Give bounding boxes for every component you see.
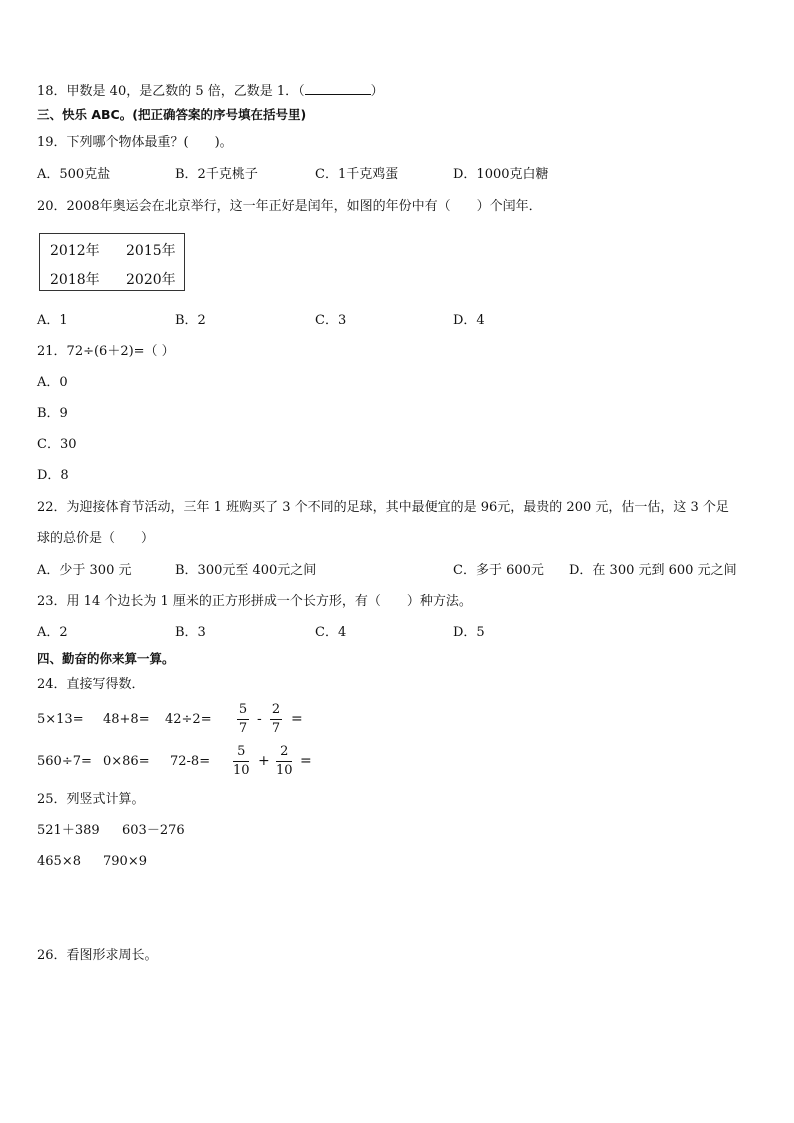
q19-option-a[interactable]: A．500克盐 [37, 167, 111, 182]
year-box [39, 233, 185, 291]
q23-option-c[interactable]: C．4 [315, 625, 347, 640]
answer-blank[interactable] [305, 82, 371, 95]
question-19-text: 19．下列哪个物体最重？( )。 [37, 135, 233, 150]
equals-sign: = [300, 753, 312, 769]
denominator: 10 [233, 763, 250, 778]
q23-option-b[interactable]: B．3 [175, 625, 206, 640]
section-4-title: 四、勤奋的你来算一算。 [37, 651, 175, 666]
q21-option-c[interactable]: C．30 [37, 437, 77, 452]
fraction-bar [270, 719, 282, 720]
denominator: 7 [271, 721, 281, 736]
q21-option-b[interactable]: B．9 [37, 406, 68, 421]
calc-790x9: 790×9 [103, 854, 147, 869]
q22-option-d[interactable]: D．在 300 元到 600 元之间 [569, 563, 737, 578]
fraction-bar [237, 719, 249, 720]
question-25-text: 25．列竖式计算。 [37, 792, 145, 807]
question-26-text: 26．看图形求周长。 [37, 948, 158, 963]
question-18-text: 18．甲数是 40，是乙数的 5 倍，乙数是 1．（ [37, 84, 305, 99]
equals-sign: = [291, 711, 303, 727]
calc-48plus8: 48+8= [103, 712, 150, 727]
denominator: 10 [276, 763, 293, 778]
numerator: 5 [238, 702, 248, 717]
calc-5x13: 5×13= [37, 712, 84, 727]
year-2020: 2020年 [126, 272, 176, 288]
denominator: 7 [238, 721, 248, 736]
calc-560div7: 560÷7= [37, 754, 92, 769]
question-22-line-2: 球的总价是（ ） [37, 531, 155, 546]
calc-465x8: 465×8 [37, 854, 81, 869]
numerator: 5 [237, 744, 246, 759]
fraction-2-7 [270, 702, 282, 737]
year-2018: 2018年 [50, 272, 100, 288]
fraction-bar [276, 761, 292, 762]
q22-option-c[interactable]: C．多于 600元 [453, 563, 544, 578]
question-23-text: 23．用 14 个边长为 1 厘米的正方形拼成一个长方形，有（ ）种方法。 [37, 594, 472, 609]
question-21-text: 21．72÷(6＋2)=（ ） [37, 344, 175, 359]
q20-option-d[interactable]: D．4 [453, 313, 485, 328]
fraction-5-10 [233, 744, 250, 779]
q23-option-a[interactable]: A．2 [37, 625, 68, 640]
q19-option-b[interactable]: B．2千克桃子 [175, 167, 258, 182]
year-2015: 2015年 [126, 243, 176, 259]
question-24-text: 24．直接写得数． [37, 677, 145, 692]
q19-option-c[interactable]: C．1千克鸡蛋 [315, 167, 399, 182]
fraction-2-10 [276, 744, 293, 779]
fraction-5-7 [237, 702, 249, 737]
numerator: 2 [280, 744, 289, 759]
plus-sign: + [258, 753, 270, 769]
question-18 [37, 82, 384, 101]
year-2012: 2012年 [50, 243, 100, 259]
q21-option-a[interactable]: A．0 [37, 375, 68, 390]
q20-option-a[interactable]: A．1 [37, 313, 68, 328]
q21-option-d[interactable]: D．8 [37, 468, 69, 483]
question-18-close: ） [370, 84, 384, 99]
calc-42div2: 42÷2= [165, 712, 212, 727]
q23-option-d[interactable]: D．5 [453, 625, 485, 640]
calc-603minus276: 603－276 [122, 823, 185, 838]
question-22-line-1: 22．为迎接体育节活动，三年 1 班购买了 3 个不同的足球，其中最便宜的是 96元，最贵的 200 元，估一估，这 3 个足 [37, 500, 729, 515]
fraction-bar [233, 761, 249, 762]
calc-0x86: 0×86= [103, 754, 150, 769]
q20-option-c[interactable]: C．3 [315, 313, 347, 328]
question-20-text: 20．2008年奥运会在北京举行，这一年正好是闰年，如图的年份中有（ ）个闰年． [37, 199, 542, 214]
minus-sign: - [257, 711, 262, 727]
q20-option-b[interactable]: B．2 [175, 313, 206, 328]
calc-72minus8: 72-8= [170, 754, 211, 769]
q22-option-b[interactable]: B．300元至 400元之间 [175, 563, 317, 578]
calc-521plus389: 521＋389 [37, 823, 100, 838]
section-3-title: 三、快乐 ABC。(把正确答案的序号填在括号里) [37, 107, 307, 122]
q22-option-a[interactable]: A．少于 300 元 [37, 563, 132, 578]
q19-option-d[interactable]: D．1000克白糖 [453, 167, 549, 182]
numerator: 2 [271, 702, 281, 717]
